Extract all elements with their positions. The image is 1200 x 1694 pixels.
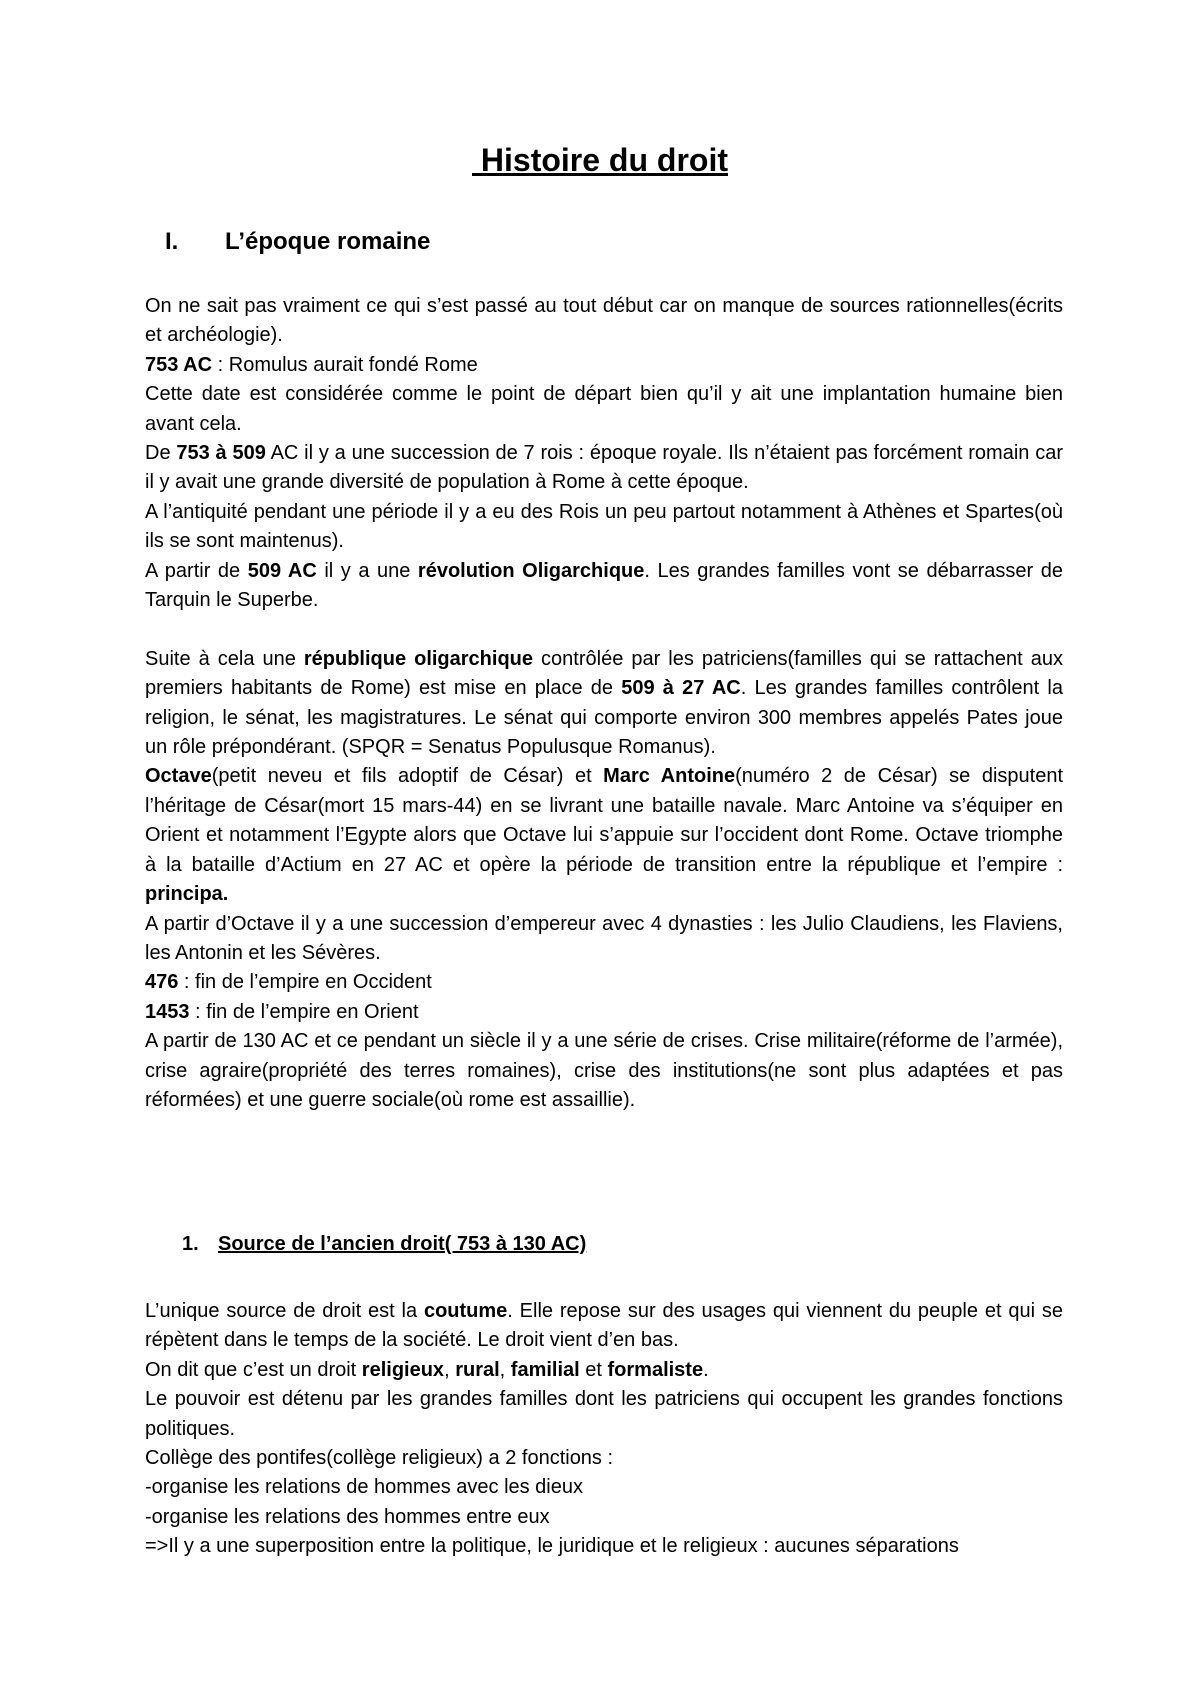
paragraph — [145, 1027, 1063, 1115]
bold-term: rural — [455, 1358, 500, 1381]
paragraph — [145, 439, 1063, 498]
text-run: (petit neveu et fils adoptif de César) et — [211, 765, 604, 788]
subsection-heading-source-ancien-droit — [182, 1233, 586, 1256]
paragraph — [145, 292, 1063, 351]
text-run: contrôlée par les patriciens(familles qui se rattachent aux premiers habitants de Rome) est mise en place de — [145, 647, 1063, 700]
bold-term: Octave — [145, 765, 212, 788]
paragraph — [145, 351, 1063, 380]
bold-term: 509 à 27 AC — [621, 677, 741, 700]
paragraph — [145, 1532, 1063, 1561]
text-run: , — [499, 1358, 511, 1381]
text-run: AC il y a une succession de 7 rois : époque royale. Ils n’étaient pas forcément romain car il y avait une grande diversité de population à Rome à cette époque. — [145, 442, 1063, 494]
bold-term: 509 AC — [247, 559, 317, 582]
section-heading-epoque-romaine — [165, 228, 430, 256]
text-run: et — [579, 1358, 608, 1381]
text-run: . Les grandes familles contrôlent la religion, le sénat, les magistratures. Le sénat qui comporte environ 300 membres appelés Pates joue un rôle prépondérant. (SPQR = Senatus Populusque Romanus). — [145, 677, 1063, 759]
text-run: On ne sait pas vraiment ce qui s’est passé au tout début car on manque de sources rationnelles(écrits et archéologie). — [145, 295, 1063, 347]
bold-term: 753 à 509 — [176, 442, 266, 465]
section-title: L’époque romaine — [225, 228, 431, 255]
text-run: -organise les relations de hommes avec les dieux — [145, 1476, 583, 1499]
text-run: . Les grandes familles vont se débarrasser de Tarquin le Superbe. — [145, 559, 1063, 612]
paragraph — [145, 1297, 1063, 1356]
bold-term: familial — [510, 1358, 580, 1381]
text-run: De — [145, 442, 177, 465]
bold-term: principa. — [145, 883, 229, 906]
text-run: A partir de — [145, 559, 248, 582]
blank-line — [145, 615, 1063, 644]
bold-term: 1453 — [145, 1000, 190, 1023]
subsection-title: Source de l’ancien droit( 753 à 130 AC) — [218, 1233, 587, 1255]
text-run: A partir d’Octave il y a une succession d’empereur avec 4 dynasties : les Julio Claudiens, les Flaviens, les Antonin et les Sévères. — [145, 912, 1063, 964]
document-title: Histoire du droit — [472, 142, 728, 178]
paragraph — [145, 1503, 1063, 1532]
section-epoque-romaine-body — [145, 292, 1063, 1115]
bold-term: formaliste — [607, 1358, 704, 1381]
bold-term: coutume — [423, 1300, 508, 1322]
text-run: (numéro 2 de César) se disputent l’héritage de César(mort 15 mars-44) en se livrant une bataille navale. Marc Antoine va s’équiper en Orient et notamment l’Egypte alors que Octave lui s’appuie sur l’occident dont Rome. Octave triomphe à la bataille d’Actium en 27 AC et opère la période de transition entre la république et l’empire : — [145, 765, 1063, 876]
text-run: Cette date est considérée comme le point de départ bien qu’il y ait une implantation humaine bien avant cela. — [145, 383, 1063, 435]
paragraph — [145, 998, 1063, 1027]
paragraph — [145, 1473, 1063, 1502]
text-run: A l’antiquité pendant une période il y a eu des Rois un peu partout notamment à Athènes et Spartes(où ils se sont maintenus). — [145, 500, 1063, 553]
text-run: On dit que c’est un droit — [145, 1358, 362, 1381]
text-run: A partir de 130 AC et ce pendant un siècle il y a une série de crises. Crise militaire(réforme de l’armée), crise agraire(propriété des terres romaines), crise des institutions(ne sont plus adaptées et pas réformées) et une guerre sociale(où rome est assaillie). — [145, 1030, 1063, 1111]
text-run: : fin de l’empire en Occident — [178, 971, 432, 994]
bold-term: religieux — [361, 1358, 445, 1381]
bold-term: révolution Oligarchique — [417, 559, 645, 582]
text-run: , — [444, 1358, 456, 1381]
paragraph — [145, 645, 1063, 763]
bold-term: 476 — [145, 971, 179, 994]
text-run: . — [703, 1358, 709, 1381]
text-run: -organise les relations des hommes entre eux — [145, 1505, 550, 1528]
section-number: I. — [165, 228, 179, 255]
text-run: . Elle repose sur des usages qui viennent du peuple et qui se répètent dans le temps de la société. Le droit vient d’en bas. — [145, 1300, 1063, 1352]
text-run: L’unique source de droit est la — [145, 1300, 424, 1322]
text-run: =>Il y a une superposition entre la politique, le juridique et le religieux : aucunes séparations — [145, 1535, 959, 1558]
bold-term: république oligarchique — [303, 647, 534, 670]
paragraph — [145, 498, 1063, 557]
paragraph — [145, 1356, 1063, 1385]
text-run: : fin de l’empire en Orient — [189, 1000, 419, 1023]
paragraph — [145, 557, 1063, 616]
text-run: : Romulus aurait fondé Rome — [212, 353, 478, 376]
bold-term: Marc Antoine — [603, 765, 736, 788]
paragraph — [145, 762, 1063, 909]
bold-term: 753 AC — [145, 353, 213, 376]
text-run: Le pouvoir est détenu par les grandes familles dont les patriciens qui occupent les grandes fonctions politiques. — [145, 1388, 1063, 1440]
paragraph — [145, 1385, 1063, 1444]
paragraph — [145, 968, 1063, 997]
text-run: Suite à cela une — [145, 647, 304, 670]
text-run: il y a une — [316, 559, 418, 582]
paragraph — [145, 1444, 1063, 1473]
subsection-number: 1. — [182, 1233, 199, 1255]
text-run: Collège des pontifes(collège religieux) a 2 fonctions : — [145, 1447, 614, 1470]
paragraph — [145, 380, 1063, 439]
section-source-ancien-droit-body — [145, 1297, 1063, 1562]
paragraph — [145, 910, 1063, 969]
